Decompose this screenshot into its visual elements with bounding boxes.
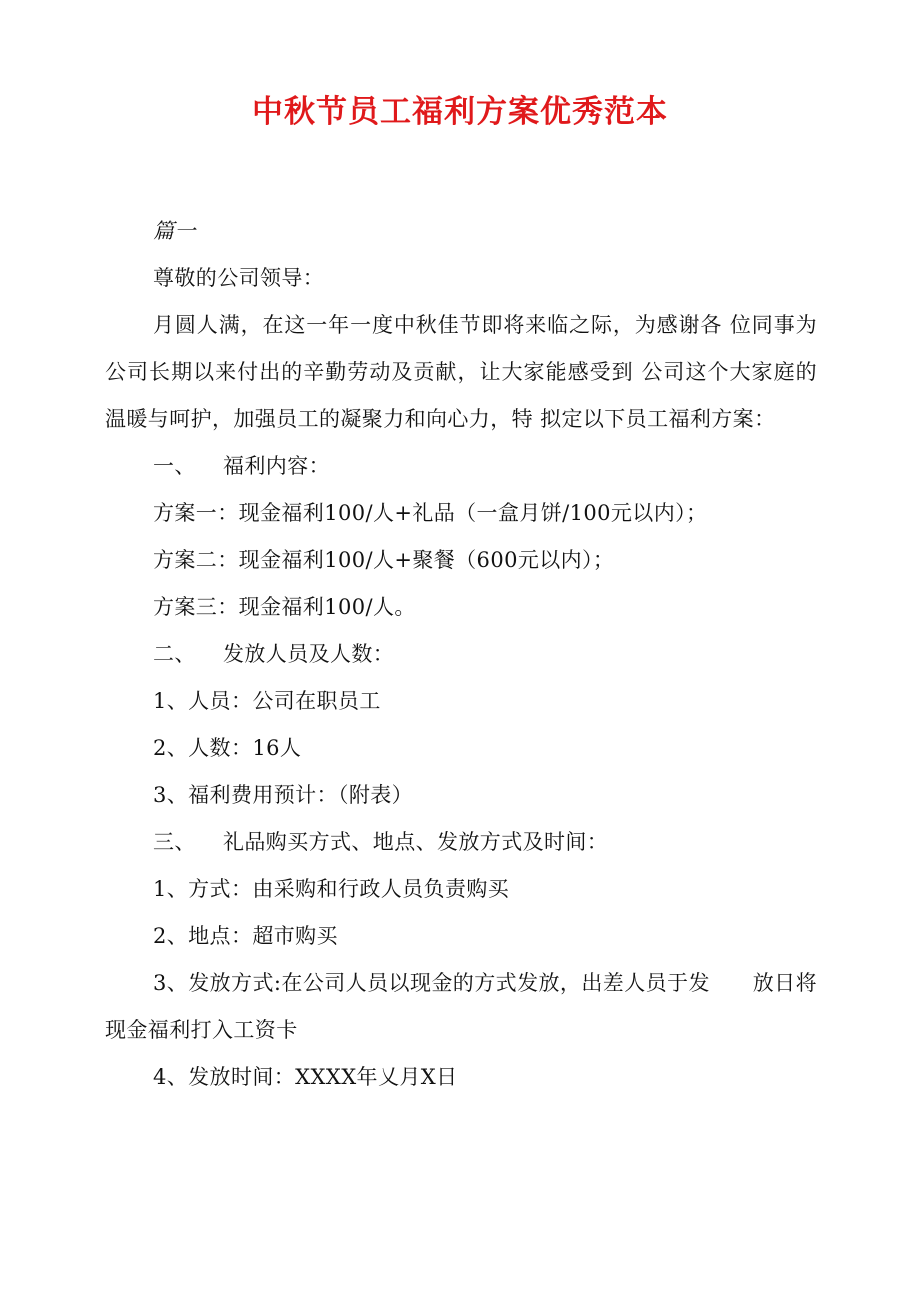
intro-paragraph: 月圆人满，在这一年一度中秋佳节即将来临之际，为感谢各 位同事为公司长期以来付出的辛勤劳动及贡献，让大家能感受到 公司这个大家庭的温暖与呵护，加强员工的凝聚力和向心力，特 拟定以下员工福利方案： <box>105 313 817 431</box>
list-item: 1、方式：由采购和行政人员负责购买 <box>153 877 510 901</box>
distribution-method-item: 3、发放方式:在公司人员以现金的方式发放，出差人员于发 放日将现金福利打入工资卡 <box>105 971 817 1042</box>
section1-heading-text: 福利内容： <box>223 454 330 478</box>
list-item: 2、地点：超市购买 <box>153 924 338 948</box>
section2-heading <box>105 631 817 678</box>
section3-number: 三、 <box>153 830 196 854</box>
document-body <box>105 208 817 1101</box>
list-item: 方案三：现金福利100/人。 <box>153 595 416 619</box>
list-item: 3、福利费用预计：（附表） <box>153 783 414 807</box>
section2-number: 二、 <box>153 642 196 666</box>
section1-number: 一、 <box>153 454 196 478</box>
list-item: 2、人数：16人 <box>153 736 302 760</box>
list-item: 方案一：现金福利100/人+礼品（一盒月饼/100元以内）； <box>153 501 708 525</box>
list-item: 方案二：现金福利100/人+聚餐（600元以内）； <box>153 548 615 572</box>
section3-heading-text: 礼品购买方式、地点、发放方式及时间： <box>223 830 609 854</box>
document-title: 中秋节员工福利方案优秀范本 <box>252 94 668 130</box>
salutation: 尊敬的公司领导： <box>153 266 325 290</box>
section2-heading-text: 发放人员及人数： <box>223 642 395 666</box>
distribution-time-item: 4、发放时间：XXXX年乂月X日 <box>153 1065 458 1089</box>
list-item: 1、人员：公司在职员工 <box>153 689 381 713</box>
section1-heading <box>105 443 817 490</box>
section-label: 篇一 <box>153 219 196 243</box>
section3-heading <box>105 819 817 866</box>
